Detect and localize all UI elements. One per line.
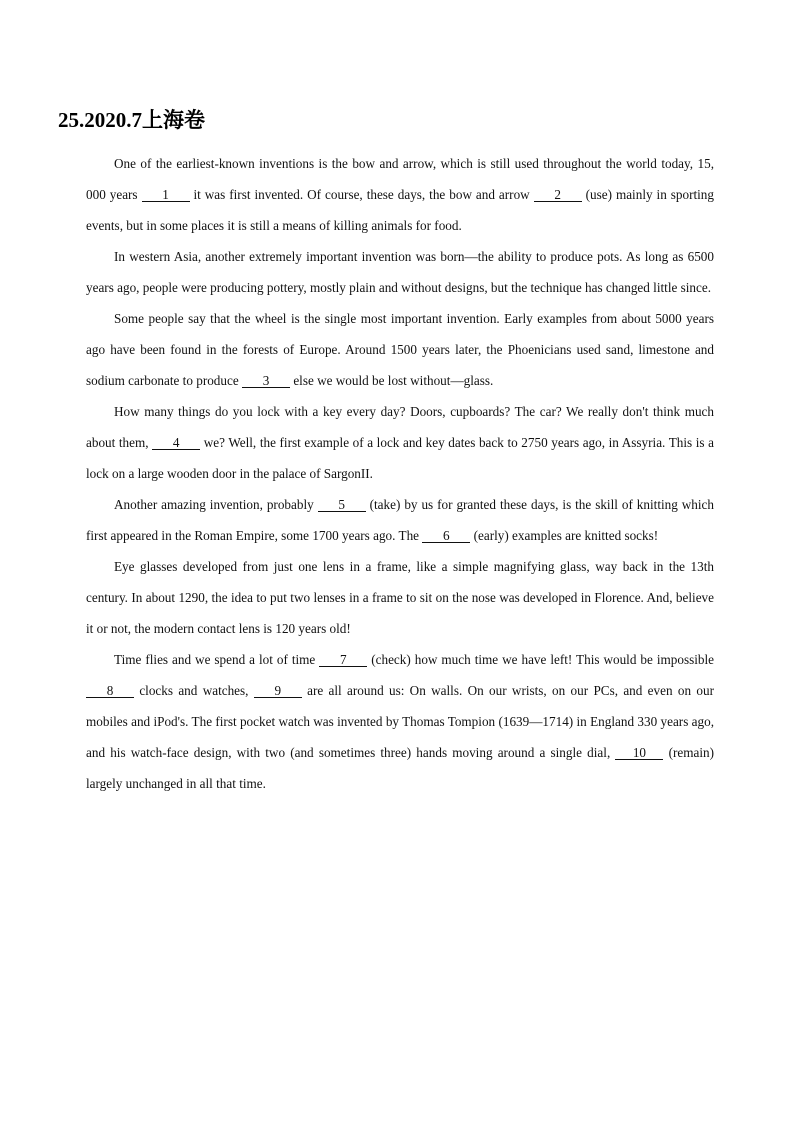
answer-blank-7[interactable]: 7: [319, 653, 367, 667]
passage-body: [86, 148, 714, 799]
paragraph-7: [86, 644, 714, 799]
page-title: 25.2020.7上海卷: [58, 108, 205, 132]
paragraph-text: Time flies and we spend a lot of time: [114, 652, 320, 667]
paragraph-text: In western Asia, another extremely important invention was born—the ability to produce pots. As long as 6500 years ago, people were producing pottery, mostly plain and without designs, but the technique has changed little since.: [86, 249, 714, 295]
paragraph-text: are all around us: On walls. On our wrists, on our PCs, and even on our mobiles and iPod's. The first pocket watch was invented by Thomas Tompion (1639—1714) in England 330 years ago, and his watch-face design, with two (and sometimes three) hands moving around a single dial,: [86, 683, 714, 760]
paragraph-text: (take) by us for granted these days, is the skill of knitting which first appeared in the Roman Empire, some 1700 years ago. The: [86, 497, 715, 543]
paragraph-2: [86, 241, 714, 303]
paragraph-text: (check) how much time we have left! This would be impossible: [367, 652, 714, 667]
paragraph-text: it was first invented. Of course, these days, the bow and arrow: [189, 187, 534, 202]
answer-blank-8[interactable]: 8: [86, 684, 134, 698]
paragraph-text: (early) examples are knitted socks!: [470, 528, 659, 543]
paragraph-text: we? Well, the first example of a lock and key dates back to 2750 years ago, in Assyria. This is a lock on a large wooden door in the palace of SargonII.: [86, 435, 715, 481]
answer-blank-2[interactable]: 2: [534, 188, 582, 202]
answer-blank-6[interactable]: 6: [422, 529, 470, 543]
answer-blank-5[interactable]: 5: [318, 498, 366, 512]
paragraph-4: [86, 396, 714, 489]
paragraph-text: (remain) largely unchanged in all that time.: [86, 745, 714, 791]
paragraph-text: Some people say that the wheel is the single most important invention. Early examples from about 5000 years ago have been found in the forests of Europe. Around 1500 years later, the Phoenicians used sand, limestone and sodium carbonate to produce: [86, 311, 714, 388]
answer-blank-10[interactable]: 10: [615, 746, 663, 760]
answer-blank-3[interactable]: 3: [242, 374, 290, 388]
paragraph-text: (use) mainly in sporting events, but in some places it is still a means of killing animals for food.: [86, 187, 714, 233]
answer-blank-9[interactable]: 9: [254, 684, 302, 698]
paragraph-3: [86, 303, 714, 396]
answer-blank-1[interactable]: 1: [142, 188, 190, 202]
paragraph-text: else we would be lost without—glass.: [290, 373, 494, 388]
paragraph-text: One of the earliest-known inventions is the bow and arrow, which is still used throughout the world today, 15, 000 years: [86, 156, 714, 202]
answer-blank-4[interactable]: 4: [152, 436, 200, 450]
paragraph-text: Another amazing invention, probably: [114, 497, 318, 512]
paragraph-1: [86, 148, 714, 241]
paragraph-text: clocks and watches,: [134, 683, 254, 698]
paragraph-6: [86, 551, 714, 644]
paragraph-5: [86, 489, 714, 551]
paragraph-text: How many things do you lock with a key every day? Doors, cupboards? The car? We really don't think much about them,: [86, 404, 714, 450]
paragraph-text: Eye glasses developed from just one lens in a frame, like a simple magnifying glass, way back in the 13th century. In about 1290, the idea to put two lenses in a frame to sit on the nose was developed in Florence. And, believe it or not, the modern contact lens is 120 years old!: [86, 559, 714, 636]
